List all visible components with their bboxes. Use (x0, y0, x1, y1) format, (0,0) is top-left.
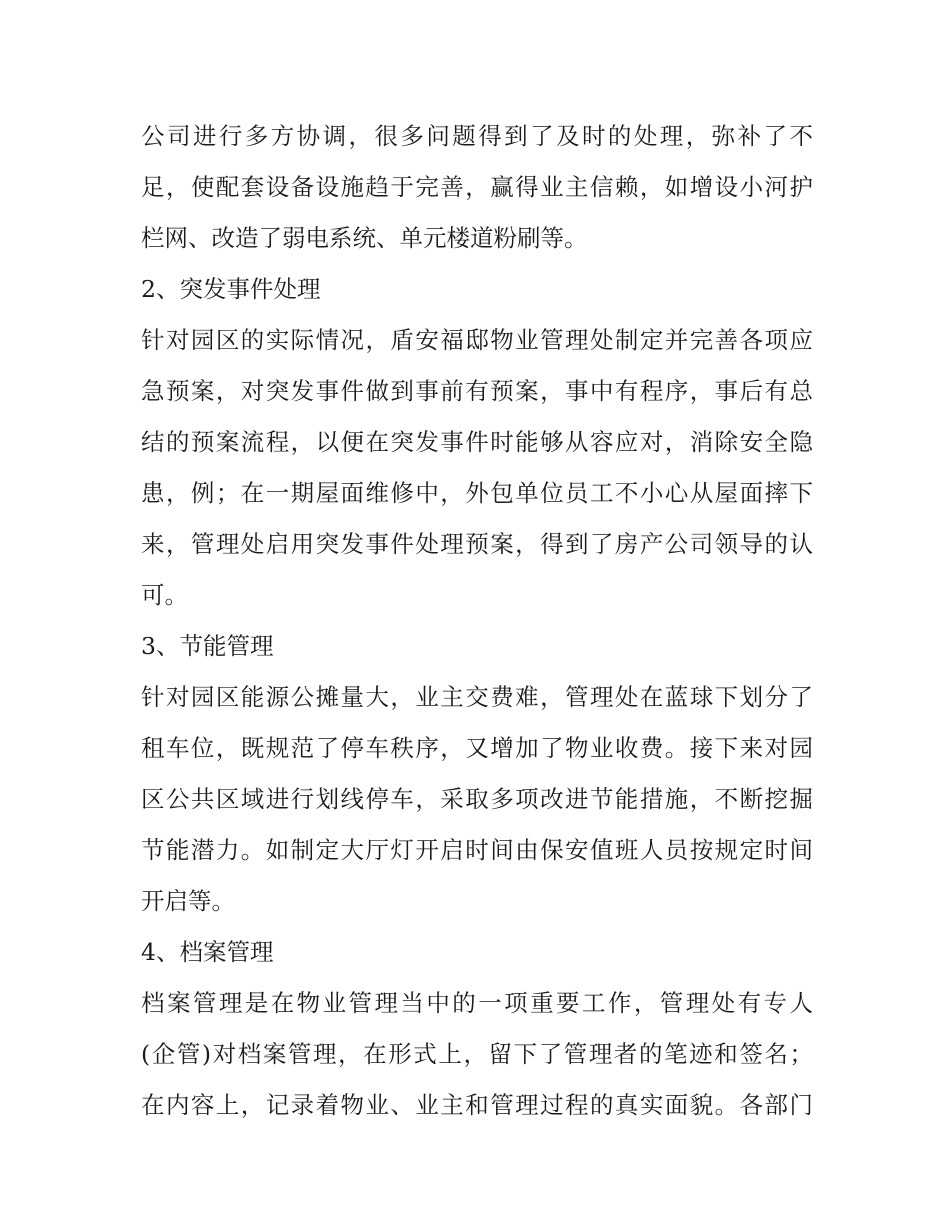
text-line: 患，例；在一期屋面维修中，外包单位员工不小心从屋面摔下 (141, 479, 813, 507)
paragraph-intro (141, 111, 813, 264)
document-body (141, 111, 813, 1131)
text-line: (企管)对档案管理，在形式上，留下了管理者的笔迹和签名； (141, 1040, 813, 1068)
text-line: 公司进行多方协调，很多问题得到了及时的处理，弥补了不 (141, 122, 813, 150)
section-heading-archives (141, 927, 813, 978)
text-line: 可。 (141, 581, 188, 609)
text-line: 节能潜力。如制定大厅灯开启时间由保安值班人员按规定时间 (141, 836, 813, 864)
text-line: 针对园区能源公摊量大，业主交费难，管理处在蓝球下划分了 (141, 683, 813, 711)
text-line: 针对园区的实际情况，盾安福邸物业管理处制定并完善各项应 (141, 326, 813, 354)
text-line: 档案管理是在物业管理当中的一项重要工作，管理处有专人 (141, 989, 813, 1017)
section-heading-energy (141, 621, 813, 672)
text-line: 来，管理处启用突发事件处理预案，得到了房产公司领导的认 (141, 530, 813, 558)
text-line: 结的预案流程，以便在突发事件时能够从容应对，消除安全隐 (141, 428, 813, 456)
text-line: 栏网、改造了弱电系统、单元楼道粉刷等。 (141, 224, 588, 252)
text-line: 在内容上，记录着物业、业主和管理过程的真实面貌。各部门 (141, 1091, 813, 1119)
text-line: 急预案，对突发事件做到事前有预案，事中有程序，事后有总 (141, 377, 813, 405)
paragraph-archives (141, 978, 813, 1131)
section-heading-emergency (141, 264, 813, 315)
text-line: 区公共区域进行划线停车，采取多项改进节能措施，不断挖掘 (141, 785, 813, 813)
section-heading-text: 4、档案管理 (141, 938, 274, 966)
paragraph-energy (141, 672, 813, 927)
text-line: 租车位，既规范了停车秩序，又增加了物业收费。接下来对园 (141, 734, 813, 762)
text-line: 足，使配套设备设施趋于完善，赢得业主信赖，如增设小河护 (141, 173, 813, 201)
text-line: 开启等。 (141, 887, 235, 915)
section-heading-text: 3、节能管理 (141, 632, 274, 660)
paragraph-emergency (141, 315, 813, 621)
section-heading-text: 2、突发事件处理 (141, 275, 321, 303)
